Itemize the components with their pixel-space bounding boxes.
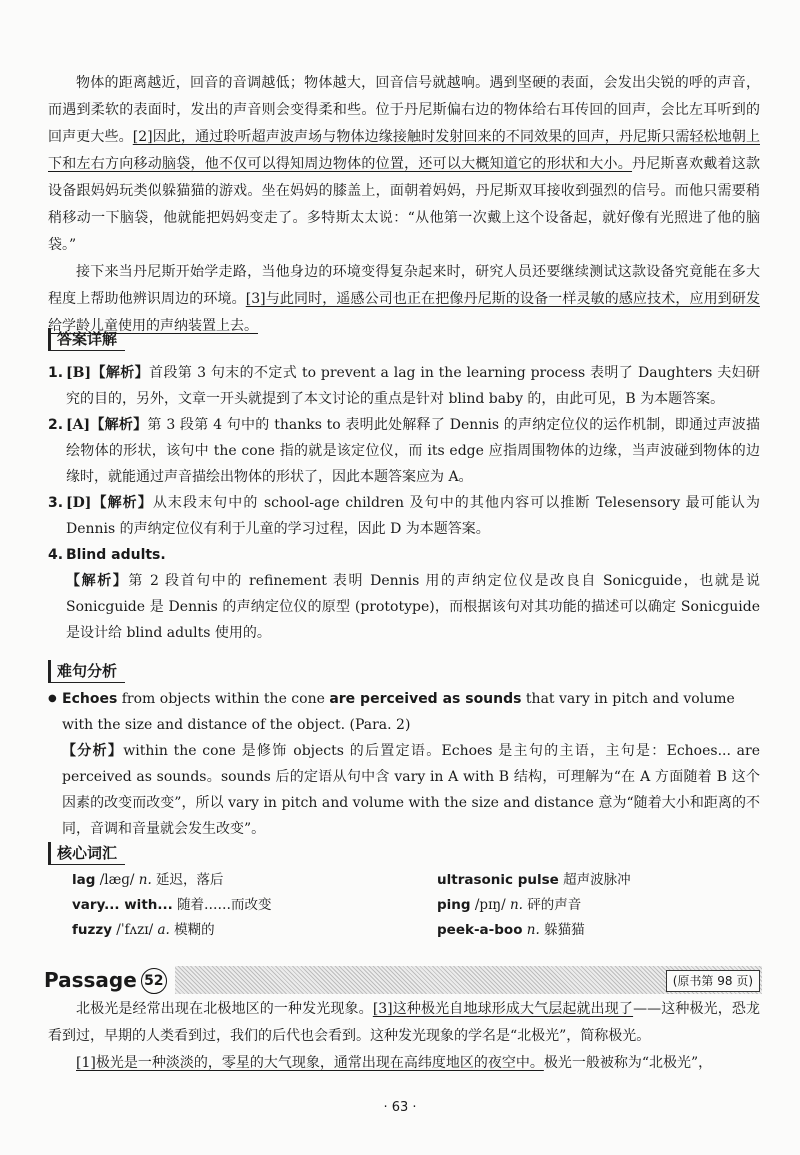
passage-translation bbox=[48, 996, 760, 1077]
difficult-sentence-heading: 难句分析 bbox=[48, 660, 125, 683]
translation-section bbox=[48, 70, 760, 340]
vocab-entry: peek-a-boo n. 躲猫猫 bbox=[437, 922, 585, 938]
vocab-entry: vary... with... 随着……而改变 bbox=[72, 897, 272, 913]
answer-item: 4. Blind adults. bbox=[48, 547, 166, 563]
core-vocabulary-heading: 核心词汇 bbox=[48, 842, 125, 865]
sentence-analysis: 【分析】within the cone 是修饰 objects 的后置定语。Echoes 是主句的主语，主句是：Echoes... are perceived as sounds。sounds 后的定语从句中含 vary in A with B 结构，可理解为“在 A 方面随着 B 这个因素的改变而改变”，所以 vary in pitch and volume with the size and distance 意为“随着大小和距离的不同，音调和音量就会发生改变”。 bbox=[62, 743, 761, 837]
passage-title: Passage 52 bbox=[44, 966, 175, 994]
vocabulary-column-right bbox=[437, 868, 737, 943]
answer-details-heading: 答案详解 bbox=[48, 328, 125, 351]
translation-paragraph: 接下来当丹尼斯开始学走路，当他身边的环境变得复杂起来时，研究人员还要继续测试这款设备究竟能在多大程度上帮助他辨识周边的环境。[3]与此同时，遥感公司也正在把像丹尼斯的设备一样灵敏的感应技术，应用到研发给学龄儿童使用的声纳装置上去。 bbox=[48, 264, 760, 334]
page-number: · 63 · bbox=[383, 1100, 417, 1115]
vocabulary-column-left bbox=[72, 868, 372, 943]
vocab-entry: fuzzy /ˈfʌzɪ/ a. 模糊的 bbox=[72, 922, 215, 938]
difficult-sentence-section bbox=[48, 686, 760, 842]
answer-explanation: 【解析】第 2 段首句中的 refinement 表明 Dennis 用的声纳定位仪是改良自 Sonicguide，也就是说 Sonicguide 是 Dennis 的声纳定位仪的原型 (prototype)，而根据该句对其功能的描述可以确定 Sonicguide 是设计给 blind adults 使用的。 bbox=[66, 573, 761, 641]
answer-details-section bbox=[48, 360, 760, 646]
translation-paragraph: [1]极光是一种淡淡的，零星的大气现象，通常出现在高纬度地区的夜空中。极光一般被称为“北极光”， bbox=[76, 1055, 713, 1071]
answer-item: 2. [A]【解析】第 3 段第 4 句中的 thanks to 表明此处解释了 Dennis 的声纳定位仪的运作机制，即通过声波描绘物体的形状，该句中 the cone 指的就是该定位仪，而 its edge 应指周围物体的边缘，当声波碰到物体的边缘时，就能通过声音描绘出物体的形状了，因此本题答案应为 A。 bbox=[48, 417, 760, 485]
passage-number-badge: 52 bbox=[141, 968, 167, 994]
translation-paragraph: 物体的距离越近，回音的音调越低；物体越大，回音信号就越响。遇到坚硬的表面，会发出尖锐的呼的声音，而遇到柔软的表面时，发出的声音则会变得柔和些。位于丹尼斯偏右边的物体给右耳传回的回声，会比左耳听到的回声更大些。[2]因此，通过聆听超声波声场与物体边缘接触时发射回来的不同效果的回声，丹尼斯只需轻松地朝上下和左右方向移动脑袋，他不仅可以得知周边物体的位置，还可以大概知道它的形状和大小。丹尼斯喜欢戴着这款设备跟妈妈玩类似躲猫猫的游戏。坐在妈妈的膝盖上，面朝着妈妈，丹尼斯双耳接收到强烈的信号。而他只需要稍稍移动一下脑袋，他就能把妈妈变走了。多特斯太太说：“从他第一次戴上这个设备起，就好像有光照进了他的脑袋。” bbox=[48, 75, 761, 253]
answer-item: 3. [D]【解析】从末段末句中的 school-age children 及句中的其他内容可以推断 Telesensory 最可能认为 Dennis 的声纳定位仪有利于儿童的学习过程，因此 D 为本题答案。 bbox=[48, 495, 760, 537]
vocab-entry: lag /læɡ/ n. 延迟，落后 bbox=[72, 872, 224, 888]
original-page-reference: (原书第 98 页) bbox=[666, 970, 760, 992]
sentence-item: ● Echoes from objects within the cone are perceived as sounds that vary in pitch and volume with the size and distance of the object. (Para. 2) bbox=[48, 686, 760, 738]
vocab-entry: ping /pɪŋ/ n. 砰的声音 bbox=[437, 897, 582, 913]
vocabulary-list bbox=[72, 868, 692, 948]
vocab-entry: ultrasonic pulse 超声波脉冲 bbox=[437, 872, 631, 888]
answer-item: 1. [B]【解析】首段第 3 句末的不定式 to prevent a lag in the learning process 表明了 Daughters 夫妇研究的目的，另外，文章一开头就提到了本文讨论的重点是针对 blind baby 的，由此可见，B 为本题答案。 bbox=[48, 365, 760, 407]
translation-paragraph: 北极光是经常出现在北极地区的一种发光现象。[3]这种极光自地球形成大气层起就出现了——这种极光，恐龙看到过，早期的人类看到过，我们的后代也会看到。这种发光现象的学名是“北极光”，简称极光。 bbox=[48, 1001, 760, 1044]
